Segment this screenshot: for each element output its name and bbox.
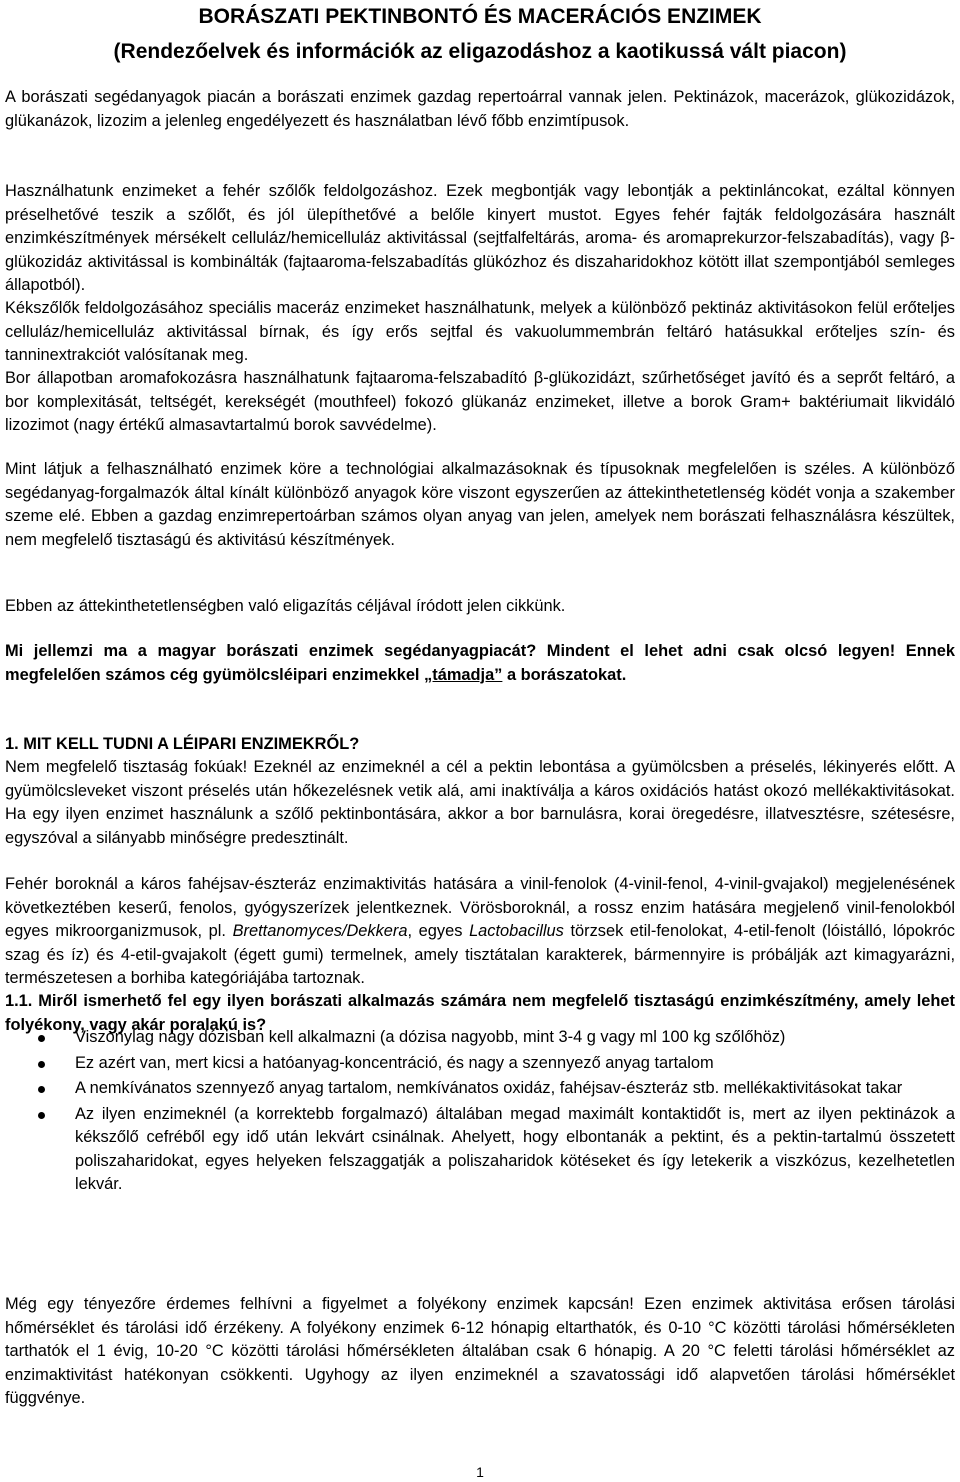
intro-paragraph-2: Használhatunk enzimeket a fehér szőlők feldolgozáshoz. Ezek megbontják vagy lebontják a pektinláncokat, ezáltal könnyen préselhetővé teszik a szőlőt, és jól ülepíthetővé a belőle kinyert mustot. Egyes fehér fajták feldolgozására használt enzimkészítmények mérsékelt celluláz/hemicelluláz aktivitással (sejtfalfeltárás, aroma- és aromaprekurzor-felszabadítás), vagy β-glükozidáz aktivitással is kombinálták (fajtaaroma-felszabadítás glükózhoz és diszaharidokhoz kötött illat szempontjából semleges állapotból).: [5, 182, 955, 294]
list-item: [0, 1103, 955, 1197]
section-1-1-heading: 1.1. Miről ismerhető fel egy ilyen borászati alkalmazás számára nem megfelelő tisztaságú enzimkészítmény, amely lehet folyékony, vagy akár poralakú is?: [5, 992, 955, 1034]
page-number: 1: [476, 1464, 484, 1480]
list-item: [0, 1052, 955, 1076]
list-item: [0, 1077, 955, 1101]
lactobacillus-term: Lactobacillus: [469, 922, 564, 940]
intro-paragraph-3: Kékszőlők feldolgozásához speciális maceráz enzimeket használhatunk, melyek a különböző pektináz aktivitásokon felül erőteljes celluláz/hemicelluláz aktivitással bírnak, és így erős sejtfal és vakuolummembrán feltáró hatásukkal erőteljes szín- és tanninextrakciót valósítanak meg.: [5, 299, 955, 364]
bullet-icon: [38, 1086, 45, 1093]
section-1-heading: 1. MIT KELL TUDNI A LÉIPARI ENZIMEKRŐL?: [5, 735, 360, 753]
section-1-paragraph-2-text-b: , egyes: [407, 922, 470, 940]
section-1-paragraph-1: Nem megfelelő tisztaság fokúak! Ezeknél az enzimeknél a cél a pektin lebontása a gyümölcsben a préselés, lékinyerés előtt. A gyümölcsleveket viszont préselés után hőkezelésnek vetik alá, ami inaktíválja a káros oxidációs hatást okozó mellékaktivitásokat. Ha egy ilyen enzimet használunk a szőlő pektinbontására, akkor a bor barnulásra, korai öregedésre, illatvesztésre, szétesésre, egyszóval a silányabb minőségre predesztinált.: [5, 758, 955, 847]
document-title: BORÁSZATI PEKTINBONTÓ ÉS MACERÁCIÓS ENZIMEK: [198, 5, 762, 28]
section-1-paragraph-2-text-a: Fehér boroknál a káros fahéjsav-észteráz enzimaktivitás hatására a vinil-fenolok (4-vinil-fenol, 4-vinil-gvajakol) megjelenésének következtében keserű, fenolos, gyógyszerízek jelentkeznek. Vörösboroknál, a rossz enzim hatására megjelenő vinil-fenolokból egyes mikroorganizmusok, pl.: [5, 875, 955, 940]
document-subtitle: (Rendezőelvek és információk az eligazodáshoz a kaotikussá vált piacon): [113, 40, 847, 63]
intro-paragraph-4: Bor állapotban aromafokozásra használhatunk fajtaaroma-felszabadító β-glükozidázt, szűrhetőséget javító és a seprőt feltáró, a bor komplexitását, teltségét, kerekségét (mouthfeel) fokozó glükanáz enzimeket, illetve a borok Gram+ baktériumait likvidáló lizozimot (nagy értékű almasavtartalmú borok savvédelme).: [5, 369, 955, 434]
list-item-text: A nemkívánatos szennyező anyag tartalom, nemkívánatos oxidáz, fahéjsav-észteráz stb. mellékaktivitásokat takar: [75, 1079, 903, 1097]
market-question-paragraph: [5, 640, 955, 687]
section-1-paragraph-2: [5, 873, 955, 991]
identification-bullet-list: [0, 1026, 960, 1197]
list-item-text: Viszonylag nagy dózisban kell alkalmazni (a dózisa nagyobb, mint 3-4 g vagy ml 100 kg szőlőhöz): [75, 1028, 786, 1046]
list-item-text: Az ilyen enzimeknél (a korrektebb forgalmazó) általában megad maximált kontaktidőt is, mert az ilyen pektinázok a kékszőlő cefréből egy idő után lekvárt csinálnak. Ahelyett, hogy elbontanák a pektint, és a pektin-tartalmú összetett poliszaharidokat, egyes helyeken felszaggatják a poliszaharidok kötéseket és így letekerik a viszkózus, kezelhetetlen lekvár.: [75, 1104, 955, 1193]
section-1-paragraph-2-text-c: törzsek etil-fenolokat, 4-etil-fenolt (lóistálló, lópokróc szag és íz) és 4-etil-gvajakolt (égett gumi) termelnek, amely tisztátalan karakterek, bármennyire is próbálják azt kimagyarázni, természetesen a borhiba kategóriájába tartoznak.: [5, 922, 955, 987]
bullet-icon: [38, 1061, 45, 1068]
brettanomyces-term: Brettanomyces/Dekkera: [232, 922, 408, 940]
intro-paragraph-1: A borászati segédanyagok piacán a borászati enzimek gazdag repertoárral vannak jelen. Pektinázok, macerázok, glükozidázok, glükanázok, lizozim a jelenleg engedélyezett és használatban lévő főbb enzimtípusok.: [5, 88, 955, 130]
bullet-icon: [38, 1035, 45, 1042]
list-item: [0, 1026, 955, 1050]
market-question-text: Mi jellemzi ma a magyar borászati enzimek segédanyagpiacát? Mindent el lehet adni csak olcsó legyen! Ennek megfelelően számos cég gyümölcsléipari enzimekkel: [5, 642, 955, 684]
market-question-tail: a borászatokat.: [502, 665, 627, 684]
market-question-underlined: „támadja”: [424, 665, 503, 684]
list-item-text: Ez azért van, mert kicsi a hatóanyag-koncentráció, és nagy a szennyező anyag tartalom: [75, 1053, 714, 1072]
enzymes-overview-paragraph: Mint látjuk a felhasználható enzimek köre a technológiai alkalmazásoknak és típusoknak megfelelően is széles. A különböző segédanyag-forgalmazók által kínált különböző anyagok köre viszont egyszerűen az áttekinthetetlenség ködét vonja a szakember szeme elé. Ebben a gazdag enzimrepertoárban számos olyan anyag van jelen, amelyek nem borászati felhasználásra készültek, nem megfelelő tisztaságú és aktivitású készítmények.: [5, 460, 955, 549]
bullet-icon: [38, 1112, 45, 1119]
liquid-enzymes-paragraph: Még egy tényezőre érdemes felhívni a figyelmet a folyékony enzimek kapcsán! Ezen enzimek aktivitása erősen tárolási hőmérséklet és tárolási idő érzékeny. A folyékony enzimek 6-12 hónapig eltarthatók, és 0-10 °C közötti tárolási hőmérsékleten tarthatók el 1 évig, 10-20 °C közötti tárolási hőmérsékleten általában csak 6 hónapig. A 20 °C feletti tárolási hőmérséklet az enzimaktivitást hatékonyan csökkenti. Ugyhogy az ilyen enzimeknél a szavatossági idő alapvetően tárolási hőmérséklet függvénye.: [5, 1295, 955, 1407]
article-purpose-paragraph: Ebben az áttekinthetetlenségben való eligazítás céljával íródott jelen cikkünk.: [5, 597, 566, 615]
